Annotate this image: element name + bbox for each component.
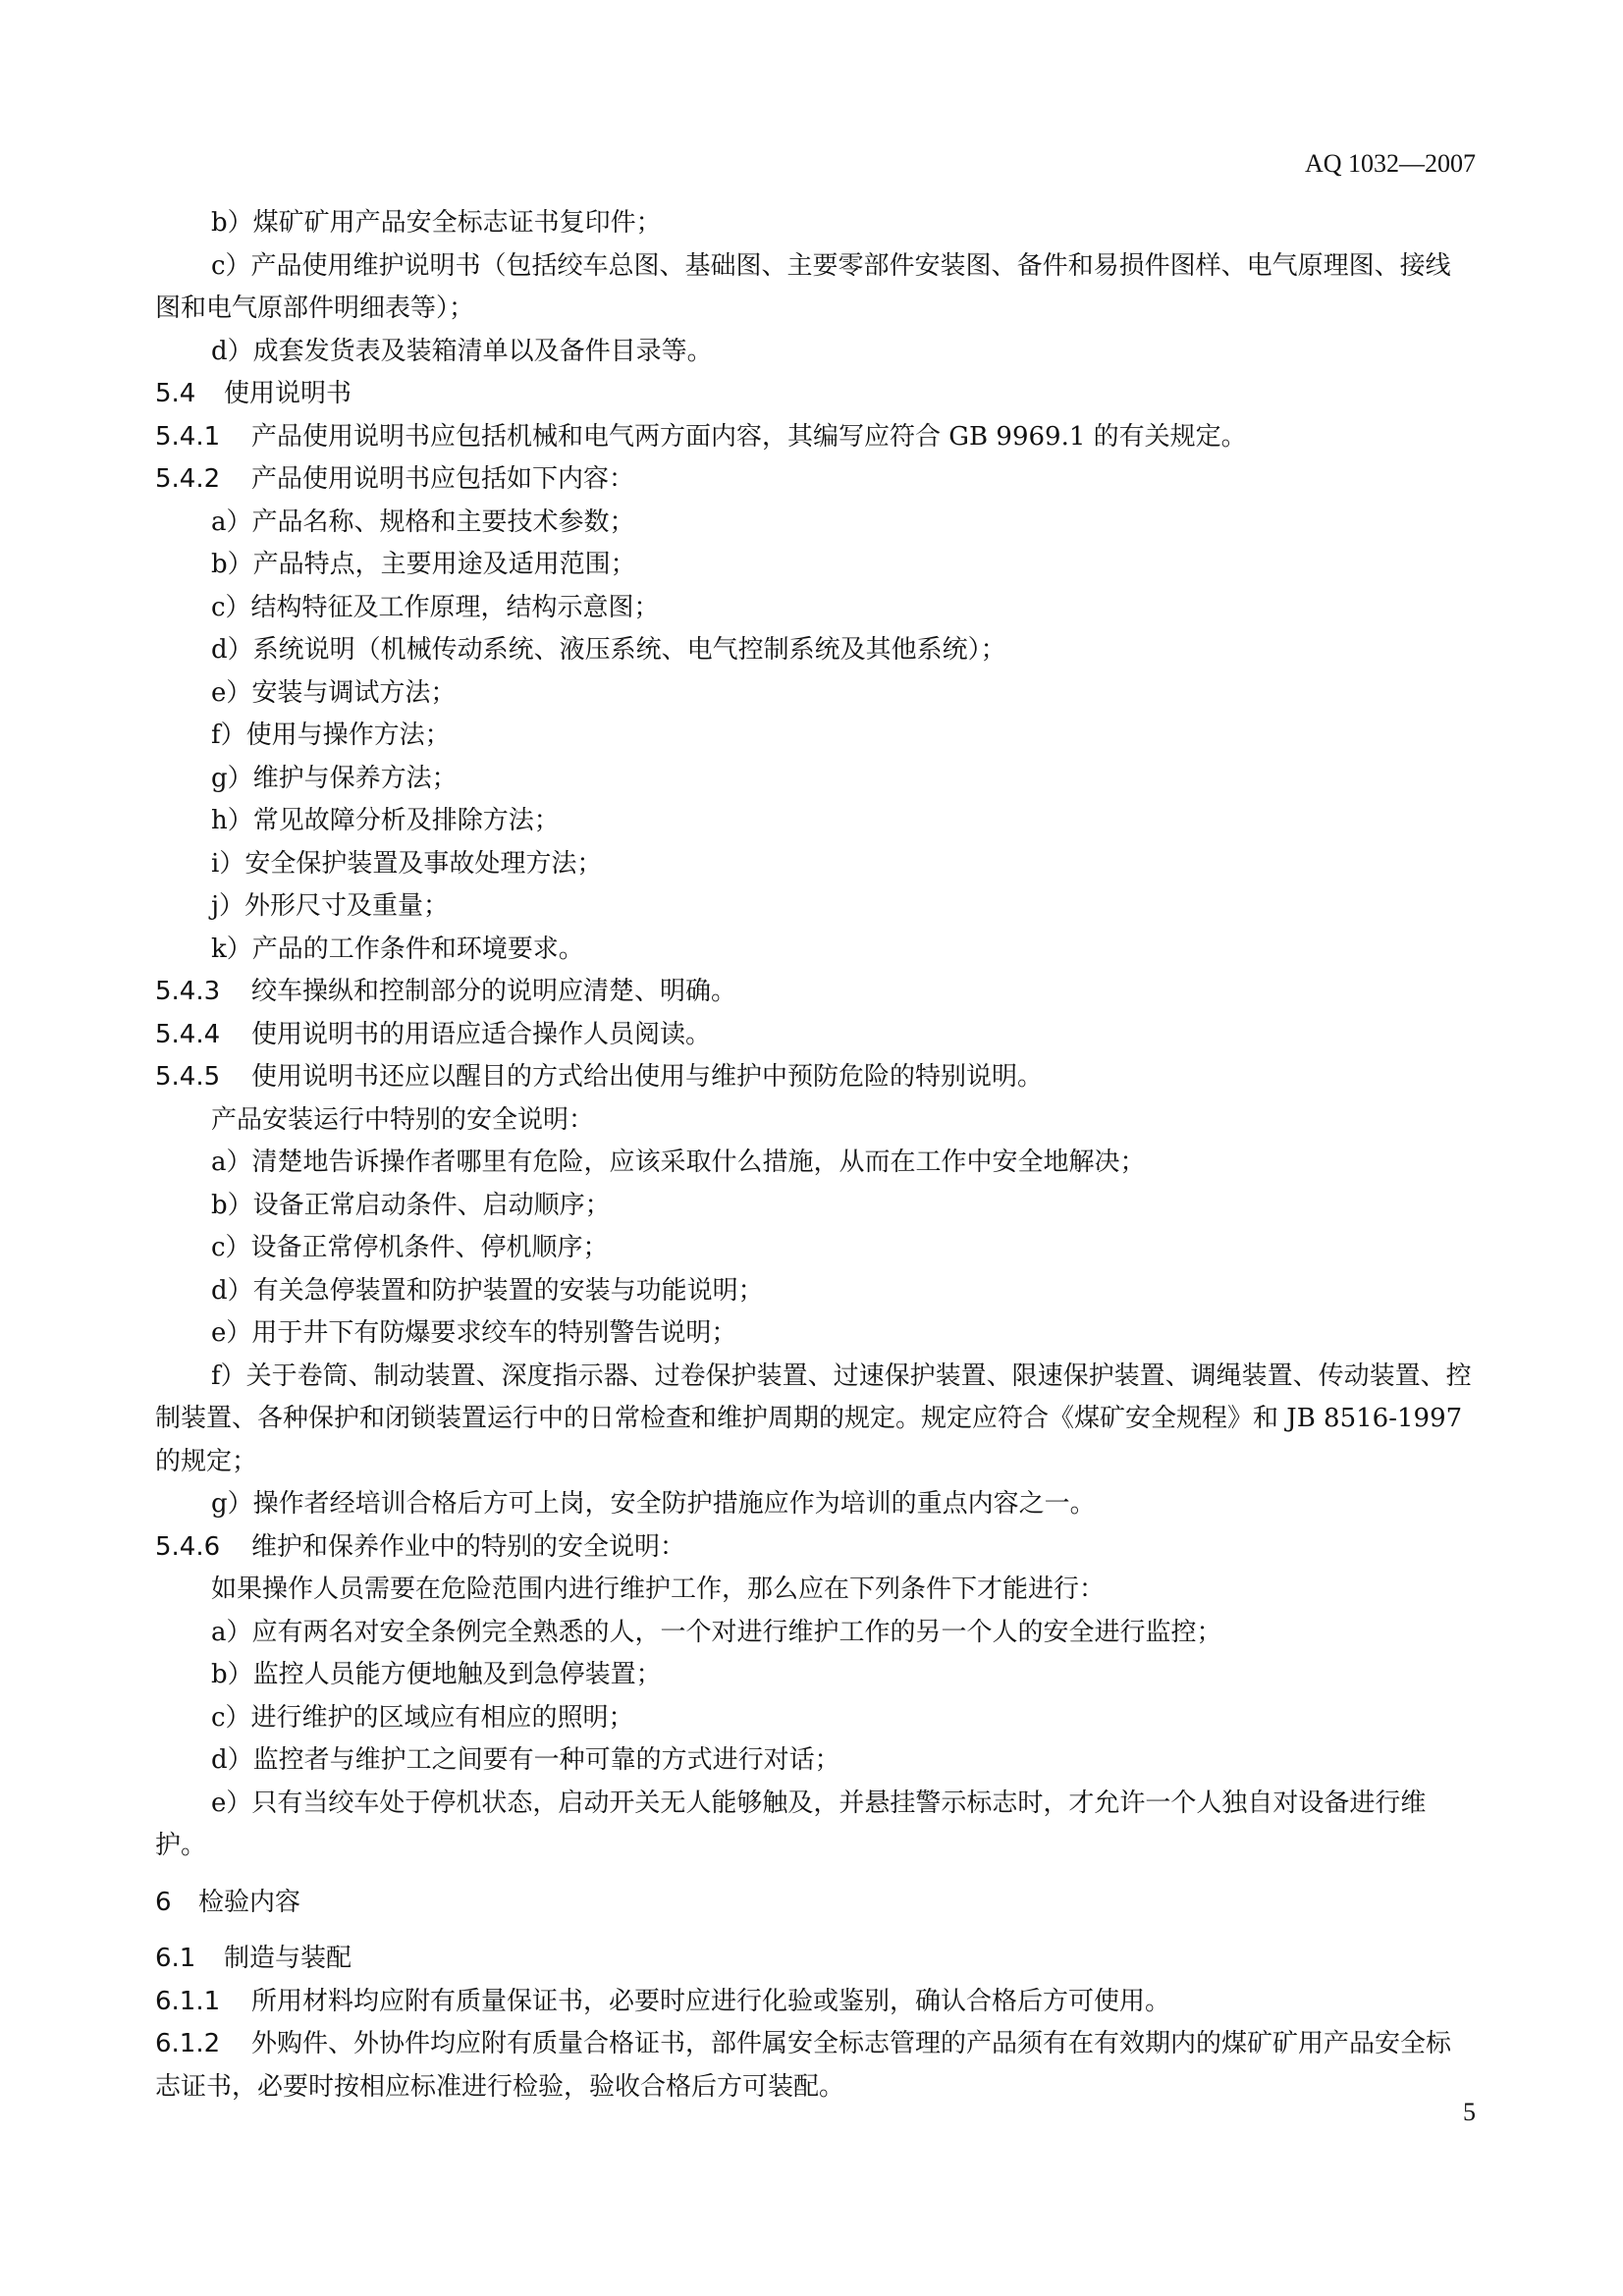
document-id: AQ 1032—2007	[1304, 149, 1476, 178]
clause-number: 5.4.2	[155, 464, 221, 494]
list-item: g）操作者经培训合格后方可上岗，安全防护措施应作为培训的重点内容之一。	[211, 1489, 1096, 1519]
list-item: c）进行维护的区域应有相应的照明；	[211, 1702, 634, 1733]
paragraph: 如果操作人员需要在危险范围内进行维护工作，那么应在下列条件下才能进行：	[211, 1575, 1106, 1604]
list-item: a）产品名称、规格和主要技术参数；	[211, 507, 635, 537]
section-heading-5-4	[155, 373, 1476, 416]
section-number: 5.4	[155, 379, 196, 408]
clause-number: 5.4.4	[155, 1019, 221, 1049]
section-number: 6	[155, 1887, 172, 1917]
list-item: b）产品特点，主要用途及适用范围；	[211, 550, 636, 579]
list-item: i）安全保护装置及事故处理方法；	[211, 848, 603, 879]
list-item: c）结构特征及工作原理，结构示意图；	[211, 592, 660, 622]
section-heading-6-1	[155, 1938, 1476, 1981]
section-title: 检验内容	[198, 1887, 301, 1917]
section-title: 制造与装配	[224, 1944, 352, 1973]
clause-text: 使用说明书的用语应适合操作人员阅读。	[251, 1019, 712, 1049]
clause-text: 产品使用说明书应包括如下内容：	[251, 464, 635, 494]
clause-text: 使用说明书还应以醒目的方式给出使用与维护中预防危险的特别说明。	[251, 1062, 1044, 1092]
clause-text: 绞车操纵和控制部分的说明应清楚、明确。	[251, 977, 737, 1006]
list-item: k）产品的工作条件和环境要求。	[211, 934, 584, 964]
clause-5-4-2	[155, 458, 1476, 502]
list-item: d）有关急停装置和防护装置的安装与功能说明；	[211, 1275, 764, 1306]
clause-text: 产品使用说明书应包括机械和电气两方面内容，其编写应符合 GB 9969.1 的有关规定。	[251, 421, 1247, 452]
list-item: g）维护与保养方法；	[211, 763, 458, 793]
list-item: c）设备正常停机条件、停机顺序；	[211, 1233, 609, 1262]
clause-6-1-2	[155, 2023, 1476, 2109]
list-item: a）应有两名对安全条例完全熟悉的人，一个对进行维护工作的另一个人的安全进行监控；	[211, 1617, 1222, 1647]
list-item: b）设备正常启动条件、启动顺序；	[211, 1190, 611, 1220]
list-item: j）外形尺寸及重量；	[211, 891, 450, 921]
clause-number: 5.4.6	[155, 1531, 221, 1562]
clause-text: 外购件、外协件均应附有质量合格证书，部件属安全标志管理的产品须有在有效期内的煤矿矿用产品安全标志证书，必要时按相应标准进行检验，验收合格后方可装配。	[155, 2029, 1452, 2102]
clause-number: 5.4.3	[155, 977, 221, 1006]
list-item: e）安装与调试方法；	[211, 677, 457, 708]
section-title: 使用说明书	[224, 379, 352, 408]
page-number: 5	[1463, 2098, 1476, 2126]
paragraph: 产品安装运行中特别的安全说明：	[211, 1104, 595, 1135]
clause-number: 5.4.5	[155, 1062, 221, 1092]
clause-5-4-1	[155, 416, 1476, 459]
list-item: e）用于井下有防爆要求绞车的特别警告说明；	[211, 1318, 737, 1348]
section-heading-6	[155, 1882, 1476, 1925]
list-item: f）使用与操作方法；	[211, 721, 451, 750]
clause-5-4-5	[155, 1056, 1476, 1099]
list-item: f）关于卷筒、制动装置、深度指示器、过卷保护装置、过速保护装置、限速保护装置、调绳装置、传动装置、控制装置、各种保护和闭锁装置运行中的日常检查和维护周期的规定。规定应符合《煤矿安全规程》和 JB 8516-1997 的规定；	[155, 1361, 1472, 1476]
section-number: 6.1	[155, 1944, 196, 1973]
list-item: b）煤矿矿用产品安全标志证书复印件；	[211, 208, 662, 238]
list-item: a）清楚地告诉操作者哪里有危险，应该采取什么措施，从而在工作中安全地解决；	[211, 1148, 1146, 1177]
list-item: d）监控者与维护工之间要有一种可靠的方式进行对话；	[211, 1745, 840, 1775]
list-item: d）成套发货表及装箱清单以及备件目录等。	[211, 336, 713, 366]
clause-text: 维护和保养作业中的特别的安全说明：	[251, 1531, 686, 1562]
list-item: c）产品使用维护说明书（包括绞车总图、基础图、主要零部件安装图、备件和易损件图样、电气原理图、接线图和电气原部件明细表等）；	[155, 250, 1451, 323]
document-body	[155, 202, 1476, 2109]
list-item: b）监控人员能方便地触及到急停装置；	[211, 1660, 662, 1689]
clause-5-4-3	[155, 971, 1476, 1014]
list-item: h）常见故障分析及排除方法；	[211, 806, 560, 835]
clause-5-4-6	[155, 1526, 1476, 1570]
list-item: e）只有当绞车处于停机状态，启动开关无人能够触及，并悬挂警示标志时，才允许一个人独自对设备进行维护。	[155, 1788, 1427, 1860]
clause-number: 6.1.1	[155, 1986, 221, 2016]
clause-number: 5.4.1	[155, 421, 221, 452]
clause-text: 所用材料均应附有质量保证书，必要时应进行化验或鉴别，确认合格后方可使用。	[251, 1986, 1171, 2016]
clause-6-1-1	[155, 1981, 1476, 2024]
list-item: d）系统说明（机械传动系统、液压系统、电气控制系统及其他系统）；	[211, 635, 1006, 665]
clause-number: 6.1.2	[155, 2029, 221, 2058]
clause-5-4-4	[155, 1014, 1476, 1057]
